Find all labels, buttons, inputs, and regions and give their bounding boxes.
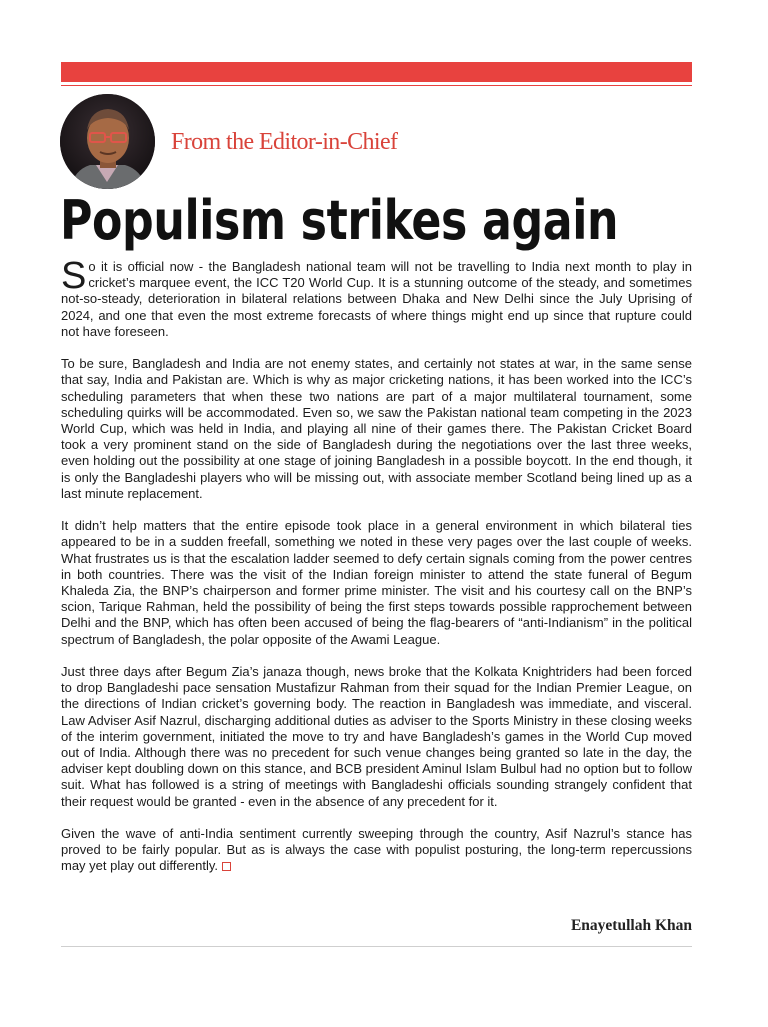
section-label: From the Editor-in-Chief [171, 129, 398, 155]
paragraph-1 [61, 255, 692, 340]
paragraph-5 [61, 826, 692, 875]
editor-avatar [60, 94, 155, 189]
paragraph-4: Just three days after Begum Zia’s janaza though, news broke that the Kolkata Knightriders had been forced to drop Bangladeshi pace sensation Mustafizur Rahman from their squad for the Indian Premier League, on the directions of Indian cricket’s governing body. The reaction in Bangladesh was immediate, and visceral. Law Adviser Asif Nazrul, discharging additional duties as adviser to the Sports Ministry in these closing weeks of the interim government, initiated the move to try and have Bangladesh’s games in the World Cup moved out of India. Although there was no precedent for such venue changes being granted so late in the day, the adviser kept doubling down on this stance, and BCB president Aminul Islam Bulbul had no option but to follow suit. What has followed is a string of meetings with Bangladeshi officials sounding strangely confident that their request would be granted - even in the absence of any precedent for it. [61, 664, 692, 809]
drop-cap: S [61, 255, 87, 297]
end-mark-icon [222, 862, 231, 871]
top-accent-bar [61, 62, 692, 82]
article-body [61, 255, 692, 875]
paragraph-5-text: Given the wave of anti-India sentiment currently sweeping through the country, Asif Nazrul’s stance has proved to be fairly popular. But as is always the case with populist posturing, the long-term repercussions may yet play out differently. [61, 826, 692, 874]
bottom-divider [61, 946, 692, 947]
top-divider [61, 85, 692, 86]
author-signature: Enayetullah Khan [570, 917, 692, 934]
headline: Populism strikes again [60, 189, 619, 252]
paragraph-3: It didn’t help matters that the entire episode took place in a general environment in which bilateral ties appeared to be in a sudden freefall, something we noted in these very pages over the last couple of weeks. What frustrates us is that the escalation ladder seemed to defy certain signals coming from the power centres in both countries. There was the visit of the Indian foreign minister to attend the state funeral of Begum Khaleda Zia, the BNP’s chairperson and former prime minister. The visit and his courtesy call on the BNP’s scion, Tarique Rahman, held the possibility of being the first steps towards possible rapprochement between Delhi and the BNP, which has often been accused of being the flag-bearers of “anti-Indianism” in the political spectrum of Bangladesh, the polar opposite of the Awami League. [61, 518, 692, 647]
paragraph-1-text: o it is official now - the Bangladesh national team will not be travelling to India next month to play in cricket’s marquee event, the ICC T20 World Cup. It is a stunning outcome of the steady, and sometimes not-so-steady, deterioration in bilateral relations between Dhaka and New Delhi since the July Uprising of 2024, and one that even the most extreme forecasts of where things might end up since that rupture could not have foreseen. [61, 259, 692, 339]
paragraph-2: To be sure, Bangladesh and India are not enemy states, and certainly not states at war, in the same sense that say, India and Pakistan are. Which is why as major cricketing nations, it has been worked into the ICC’s scheduling parameters that when these two nations are part of a major multilateral tournament, some scheduling quirks will be accommodated. Even so, we saw the Pakistan national team competing in the 2023 World Cup, which was held in India, and playing all nine of their games there. The Pakistan Cricket Board took a very prominent stand on the side of Bangladesh during the negotiations over the last three weeks, even holding out the possibility at one stage of joining Bangladesh in a possible boycott. In the end though, it is only the Bangladeshi players who will be missing out, with associate member Scotland being lined up as a last minute replacement. [61, 356, 692, 501]
